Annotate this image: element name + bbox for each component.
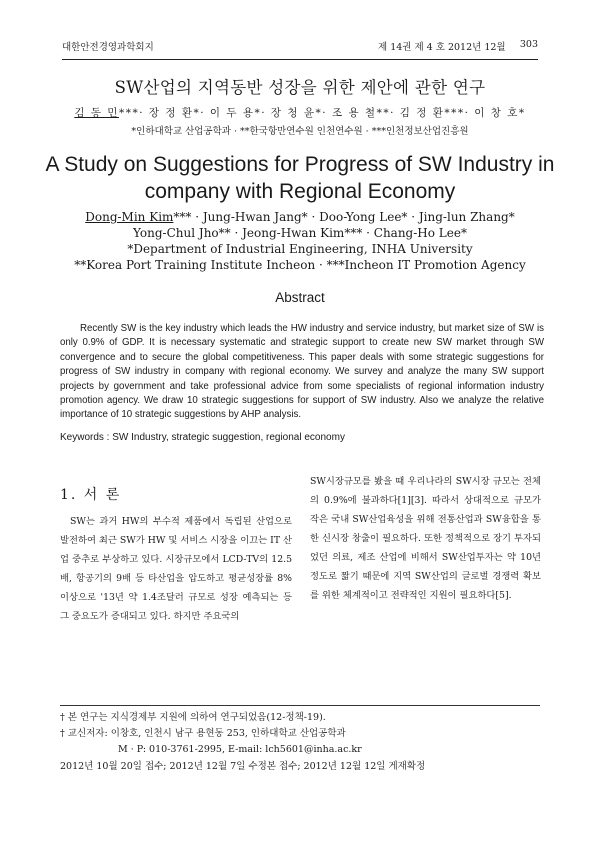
page-number: 303	[519, 39, 538, 50]
english-affiliation1: *Department of Industrial Engineering, INHA University	[127, 242, 473, 256]
section-heading-introduction: 1. 서 론	[60, 487, 122, 503]
english-title-line2: company with Regional Economy	[144, 180, 456, 203]
english-title-line1: A Study on Suggestions for Progress of SW Industry in	[45, 153, 555, 176]
abstract-text: Recently SW is the key industry which leads the HW industry and service industry, but market size of SW is only 0.9% of GDP. It is necessary systematic and strategic support to create new SW market through SW convergence and to secure the global competitiveness. This paper deals with some strategic suggestions for progress of SW industry in company with regional economy. We survey and analyze the many SW support projects by government and take professional advice from some specialists of regional information industry promotion agency. We draw 10 strategic suggestions for support of SW industry. Also we analyze the relative importance of 10 strategic suggestions by AHP analysis.	[60, 323, 544, 421]
intro-column-left: SW는 과거 HW의 부수적 제품에서 독립된 산업으로 발전하여 최근 SW가 HW 및 서비스 시장을 이끄는 IT 산업 중추로 부상하고 있다. 시장규모에서 LCD-TV의 12.5배, 항공기의 9배 등 타산업을 압도하고 평균성장률 8% 이상으로 '13년 약 1.4조달러 규모로 성장 예측되는 등 그 중요도가 증대되고 있다. 하지만 주요국의	[60, 516, 292, 622]
journal-name: 대한안전경영과학회지	[62, 42, 154, 53]
header-rule	[62, 59, 538, 60]
keywords: Keywords : SW Industry, strategic suggestion, regional economy	[60, 432, 345, 443]
footnote-contact: M · P: 010-3761-2995, E-mail: lch5601@inha.ac.kr	[118, 744, 362, 755]
english-affiliation2: **Korea Port Training Institute Incheon · ***Incheon IT Promotion Agency	[74, 258, 526, 272]
english-first-author: Dong-Min Kim	[85, 210, 174, 224]
running-header	[62, 39, 538, 55]
korean-first-author: 김 동 민	[74, 107, 119, 119]
footnote-funding: † 본 연구는 지식경제부 지원에 의하여 연구되었음(12-정책-19).	[60, 712, 326, 723]
english-authors-line2: Yong-Chul Jho** · Jeong-Hwan Kim*** · Chang-Ho Lee*	[133, 226, 467, 240]
korean-authors	[40, 105, 560, 120]
footnote-rule	[60, 705, 540, 706]
volume-info: 제 14권 제 4 호 2012년 12월	[378, 42, 506, 53]
english-other-authors: *** · Jung-Hwan Jang* · Doo-Yong Lee* · Jing-lun Zhang*	[173, 210, 515, 224]
footnote-dates: 2012년 10월 20일 접수; 2012년 12월 7일 수정본 접수; 2012년 12월 12일 게재확정	[60, 761, 426, 772]
korean-affiliations: *인하대학교 산업공학과 · **한국항만연수원 인천연수원 · ***인천정보산업진흥원	[131, 126, 469, 137]
english-authors-line1	[40, 210, 560, 224]
footnote-corresponding-author: † 교신저자: 이창호, 인천시 남구 용현동 253, 인하대학교 산업공학과	[60, 728, 346, 739]
korean-title: SW산업의 지역동반 성장을 위한 제안에 관한 연구	[114, 78, 486, 97]
abstract-heading: Abstract	[275, 290, 325, 305]
korean-other-authors: ***· 장 정 환*· 이 두 용*· 장 청 윤*· 조 용 철**· 김 정 환***· 이 창 호*	[118, 107, 526, 119]
intro-column-right: SW시장규모를 봤을 때 우리나라의 SW시장 규모는 전체의 0.9%에 불과하다[1][3]. 따라서 상대적으로 규모가 작은 국내 SW산업육성을 위해 전통산업과 SW융합을 통한 신시장 창출이 필요하다. 또한 정책적으로 장기 투자되었던 의료, 제조 산업에 비해서 SW산업투자는 약 10년 정도로 짧기 때문에 지역 SW산업의 글로벌 경쟁력 확보를 위한 체계적이고 전략적인 지원이 필요하다[5].	[310, 476, 541, 601]
